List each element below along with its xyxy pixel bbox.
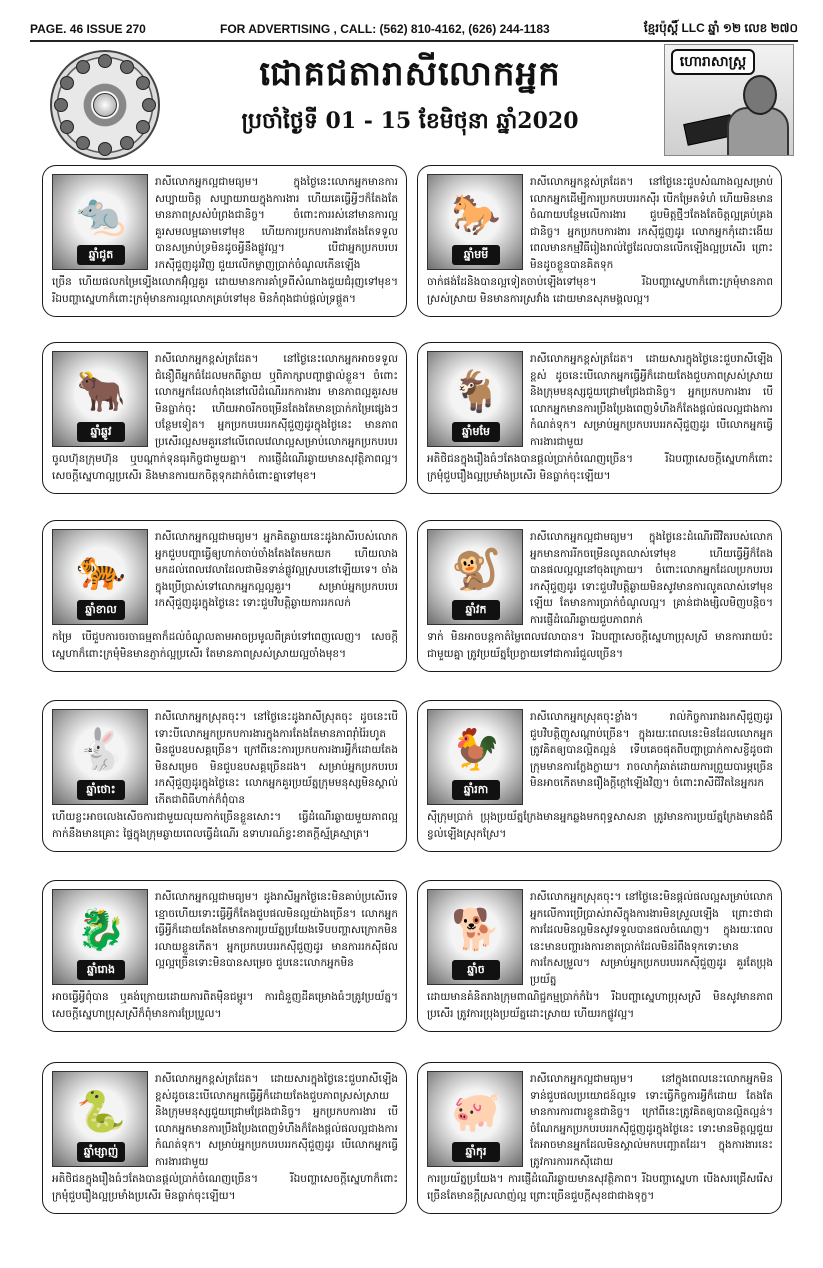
ox-icon: 🐂: [76, 369, 126, 415]
horoscope-text-continued: អាចធ្វើអ្វីពុំបាន ឬគង់ក្រោយដោយការពិតម៉ឺនជម្ពូរ។ ការជំនួញដីគម្រោងធំៗត្រូវប្រយ័ត្ន។ សេចក្តីស្នេហាប្រុសស្រីក៏ពុំមានការប្រែប្រួល។: [52, 991, 398, 1020]
zodiac-card-tiger: [42, 520, 407, 672]
advertising-contact: FOR ADVERTISING , CALL: (562) 810-4162, (626) 244-1183: [220, 22, 550, 36]
horoscope-text-continued: ចូលហ៊ុនក្រុមហ៊ុន ឬបណ្តាក់ទុនធុរកិច្ចជាមួយគ្នា។ ការផ្ញើដំណើរឆ្ងាយមានសុវត្ថិភាពល្អ។ សេចក្តីស្នេហាល្អប្រសើរ និងមានការយកចិត្តទុកដាក់ចំពោះគ្នាទៅមុខ។: [52, 453, 398, 482]
year-label: ឆ្នាំម្សាញ់: [77, 1142, 125, 1162]
horoscope-text: រាសីលោកអ្នកខ្ពស់ត្រដែត។ ដោយសារក្នុងថ្ងៃនេះជួបរាសីឡើងខ្ពស់ដូចនេះបើលោកអ្នកធ្វើអ្វីក៏ដោយតែងជួបភាពស្រស់ស្រាយ និងក្រុមមនុស្សជួយជ្រោមជ្រែងជានិច្ច។ អ្នកប្រកបការងារ បើលោកអ្នកមានការប្រឹងប្រែងពេញទំហឹងក៏តែងផ្តល់ផលល្អជាងការកំណត់ទុក។ សម្រាប់អ្នកប្រកបរបររកស៊ីជួញដូរ បើលោកអ្នកធ្វើការងារជាមួយ: [155, 1073, 398, 1168]
year-label: ឆ្នាំឆ្លូវ: [77, 422, 125, 442]
horoscope-text-continued: អតិថិជនក្នុងរឿងធំៗតែងបានផ្តល់ប្រាក់ចំណេញច្រើន។ រីឯបញ្ហាសេចក្តីស្នេហាក៏ពោះក្រមុំជួបរឿងល្អប្រមាំងប្រសើរ មិនធ្លាក់ចុះឡើយ។: [427, 453, 773, 482]
horoscope-text: រាសីលោកអ្នកល្អជាមធ្យម។ អ្នកគិតឆ្ងាយនេះដូងរាសីរបស់លោកអ្នកជួបបញ្ហាធ្វើឲ្យហាក់ចាប់ចាំងតែងតែមកយក ហើយលាងមកដល់ពេលវេលាដែលជាមិនទាន់ផ្លូវល្អស្របនៅឡើយទេ។ ចាំងក្នុងប្រើប្រាស់ទៅលោកអ្នកល្អល្អគួរ។ សម្រាប់អ្នកប្រកបរបររកស៊ីជួញដូរក្នុងថ្ងៃនេះ ទោះជួបវិបត្តិឆ្ងាយការរកលក់: [155, 531, 398, 609]
horoscope-text-continued: ការប្រយ័ត្នប្រយែង។ ការផ្ញើដំណើរឆ្ងាយមានសុវត្ថិភាព។ រីឯបញ្ហាស្នេហា បើងសរជ្រើសរើសច្រើនតែមានក្តីស្រលាញ់ល្អ ព្រោះច្រើនជួបក្តីសុខជាជាងទុក្ខ។: [427, 1173, 773, 1202]
horoscope-label: ហោរាសាស្ត្រ: [671, 49, 755, 75]
dog-icon: 🐕: [451, 907, 501, 953]
year-label: ឆ្នាំខាល: [77, 600, 125, 620]
horoscope-text-continued: កម្រៃ បើជួបការចរចាធម្មតាក៏ដល់ចំណូលតាមអាចប្រមូលពីគ្រប់ទៅពេញលេញ។ សេចក្តីស្នេហាក៏ពោះក្រមុំមិនមានភ្ញាក់ល្អប្រសើរ តែមានភាពស្រស់ស្រាយល្អចាំងមុខ។: [52, 631, 398, 660]
year-label: ឆ្នាំរកា: [452, 780, 500, 800]
zodiac-image: [52, 1071, 148, 1167]
zodiac-image: [427, 709, 523, 805]
zodiac-image: [427, 1071, 523, 1167]
goat-icon: 🐐: [451, 369, 501, 415]
horse-icon: 🐎: [451, 192, 501, 238]
zodiac-image: [52, 709, 148, 805]
monkey-icon: 🐒: [451, 547, 501, 593]
horoscope-text: រាសីលោកអ្នកខ្ពស់ត្រដែត។ ដោយសារក្នុងថ្ងៃនេះជួបរាសីឡើងខ្ពស់ ដូចនេះបើលោកអ្នកធ្វើអ្វីក៏ដោយតែងជួបភាពស្រស់ស្រាយ និងក្រុមមនុស្សជួយជ្រោមជ្រែងជានិច្ច។ អ្នកប្រកបការងារ បើលោកអ្នកមានការប្រឹងប្រែងពេញទំហឹងក៏តែងផ្តល់ផលល្អជាងការកំណត់ទុក។ សម្រាប់អ្នកប្រកបរបររកស៊ីជួញដូរ បើលោកអ្នកធ្វើការងារជាមួយ: [530, 353, 773, 448]
horoscope-text-continued: ហើយខ្លះអាចលេងសើចការជាមួយលុយកាក់ច្រើនខ្លួនសោះ។ ធ្វើដំណើរឆ្ងាយមួយភាពល្អកាក់នឹងមានគ្រោះ ផ្ទៃក្នុងក្រុមឆ្ងាយពេលធ្វើដំណើរ ឧទាហរណ៍ខ្វះខាតក្តីស្ម័គ្រស្មាត្រ។: [52, 811, 398, 840]
horoscope-text: រាសីលោកអ្នកល្អជាមធ្យម។ ដូងរាសីអ្នកថ្ងៃនេះមិនគាប់ប្រសើរទេ ខ្មោចហើយទោះធ្វើអ្វីក៏តែងជួបផលមិនល្អយ៉ាងច្រើន។ លោកអ្នកធ្វើអ្វីក៏ដោយតែងតែមានការប្រយ័ត្នប្រយែងទើបបញ្ហាសក្រោកមិនរលាយខ្លួនកើត។ អ្នកប្រកបរបររកស៊ីជួញដូរ មានការរកស៊ីផលល្អល្អច្រើនទោះមិនបានសម្រេច ជួបនេះលោកអ្នកមិន: [155, 891, 398, 969]
zodiac-card-goat: [417, 342, 782, 494]
zodiac-card-rooster: [417, 700, 782, 852]
horoscope-text-continued: ចាក់ផង់ដែនិងបានល្អទៀតចាប់ឡើងទៅមុខ។ រីឯបញ្ហាស្នេហាក៏ពោះក្រមុំមានភាពស្រស់ស្រាយ មិនមានការស្រវាំង ដោយមានសុភមង្គលល្អ។: [427, 276, 773, 305]
top-bar: [30, 18, 798, 40]
horoscope-text-continued: ស៊ីក្រុមប្រាក់ ប្រុងប្រយ័ត្នក្រែងមានអ្នកឆ្លងមកពុទ្ធសាសនា ត្រូវមានការប្រយ័ត្នក្រែងមានជំងឺខ្វល់ឡើងស្រុកស្រែ។: [427, 811, 773, 840]
zodiac-card-dragon: [42, 880, 407, 1032]
horoscope-text: រាសីលោកអ្នកស្រុតចុះ។ នៅថ្ងៃនេះដូងរាសីស្រុតចុះ ដូចនេះបើទោះបីលោកអ្នកប្រកបការងារក្នុងការតែងតែមានភាពរ៉ាំរ៉ៃរហូត មិនជួបឧបសគ្គច្រើន។ ក្រៅពីនេះការប្រកបការងារអ្វីក៏ដោយតែងមិនសម្រេច មិនជួបឧបសគ្គច្រើនដង។ សម្រាប់អ្នកប្រកបរបររកស៊ីជួញដូរក្នុងថ្ងៃនេះ លោកអ្នកគួរប្រយ័ត្នក្រុមមនុស្សមិនស្គាល់កើតជាពិធីហាក់ក៏ពុំបាន: [155, 711, 398, 806]
year-label: ឆ្នាំវក: [452, 600, 500, 620]
horoscope-text: រាសីលោកអ្នកខ្ពស់ត្រដែត។ នៅថ្ងៃនេះលោកអ្នកអាចទទួលជំនឿពីអ្នកធំដែលមកពីឆ្ងាយ ឬពិភាក្សាបញ្ហាផ្ទាល់ខ្លួន។ ចំពោះលោកអ្នកដែលកំពុងនៅលើដំណើររកការងារ មានភាពល្អគួរសមមិនធ្លាក់ចុះ ហើយអាចរីកចម្រើនតែងតែមានប្រាក់កម្រៃផ្សេងៗបន្ថែមទៀត។ អ្នកប្រកបរបររកស៊ីជួញដូរក្នុងថ្ងៃនេះ មានភាពប្រសើរល្អសមគួរនៅលើពេលវេលាល្អសម្រាប់លោកអ្នកប្រកបរបរ: [155, 353, 398, 448]
horoscope-text-continued: ដោយមានគំនិតរាងក្រុមពាណិជ្ជកម្មប្រាក់កំរៃ។ រីឯបញ្ហាស្នេហាប្រុសស្រី មិនសូវមានភាពប្រសើរ ត្រូវការប្រុងប្រយ័ត្នដោះស្រាយ ហើយរកផ្លូវល្អ។: [427, 991, 773, 1020]
horoscope-text: រាសីលោកអ្នកល្អជាមធ្យម។ ក្នុងថ្ងៃនេះលោកអ្នកមានការសប្បាយចិត្ត សប្បាយរាយក្នុងការងារ ហើយគេធ្វើអ្វីៗក៏តែងតែមានភាពស្រស់បំព្រងជានិច្ច។ ចំពោះការរស់នៅមានការល្អគួរសមលម្អឆោមទៅមុខ ហើយការប្រកបការងារតែងតែទទួលបានសម្រាប់ទ្រមិនដូចអ្វីនឹងផ្លូវល្អ។ បើជាអ្នកប្រកបរបររកស៊ីជួញដូរវិញ ជួយលើកម្លាញប្រាក់ចំណូលកើនឡើង: [155, 176, 398, 271]
tiger-icon: 🐅: [76, 547, 126, 593]
zodiac-image: [52, 889, 148, 985]
top-divider: [30, 40, 798, 42]
horoscope-text: រាសីលោកអ្នកស្រុតចុះ។ នៅថ្ងៃនេះមិនផ្តល់ផលល្អសម្រាប់លោកអ្នកលើការប្រើប្រាស់រាសីក្នុងការងារមិនស្រួលឡើង ព្រោះថាជាការដែលមិនល្អមិនសូវទទួលបានផលចំណេញ។ ក្នុងរយៈពេលនេះមានបញ្ហារងការខាតប្រាក់ដែលមិនរំពឹងទុកទោះមានការកែសម្រួល។ សម្រាប់អ្នកប្រកបរបររកស៊ីជួញដូរ គួរតែប្រុងប្រយ័ត្ន: [530, 891, 773, 986]
dragon-icon: 🐉: [76, 907, 126, 953]
zodiac-card-ox: [42, 342, 407, 494]
zodiac-image: [427, 529, 523, 625]
horoscope-text-continued: អតិថិជនក្នុងរឿងធំៗតែងបានផ្តល់ប្រាក់ចំណេញច្រើន។ រីឯបញ្ហាសេចក្តីស្នេហាក៏ពោះក្រមុំជួបរឿងល្អប្រមាំងប្រសើរ មិនធ្លាក់ចុះឡើយ។: [52, 1173, 398, 1202]
zodiac-image: [52, 174, 148, 270]
zodiac-card-pig: [417, 1062, 782, 1214]
zodiac-card-rabbit: [42, 700, 407, 852]
page-title: ជោគជតារាសីលោកអ្នក: [259, 54, 561, 94]
snake-icon: 🐍: [76, 1089, 126, 1135]
year-label: ឆ្នាំមមី: [452, 245, 500, 265]
page-issue-label: PAGE. 46 ISSUE 270: [30, 22, 146, 36]
horoscope-text-continued: ច្រើន ហើយផលកម្រៃទ្បើងលោកអ៊ុំល្អគួរ ដោយមានការគាំទ្រពីសំណាងជួយជំរុញទៅមុខ។ រីឯបញ្ហាស្នេហាក៏ពោះក្រមុំមានការល្អលោកគ្រប់ទៅមុខ មិនកំពុងជាប់ផ្តល់ទ្រផ្តួត។: [52, 276, 398, 305]
zodiac-card-rat: [42, 165, 407, 317]
rabbit-icon: 🐇: [76, 727, 126, 773]
zodiac-image: [427, 174, 523, 270]
horoscope-text: រាសីលោកអ្នកល្អជាមធ្យម។ ក្នុងថ្ងៃនេះដំណើរជីវិតរបស់លោកអ្នកមានការរីកចម្រើនលូតលាស់ទៅមុខ ហើយធ្វើអ្វីក៏តែងបានផលល្អល្អនៅចុងក្រោយ។ ចំពោះលោកអ្នកដែលប្រកបរបររកស៊ីជួញដូរ ទោះជួបវិបត្តិឆ្ងាយមិនសូវមានការលូតលាស់ទៅមុខឡើយ តែមានការប្រាក់ចំណូលល្អ។ គ្រាន់ជាងម្សិលមិញបន្តិច។ ការផ្ញើដំណើរឆ្ងាយជួបភាពរាក់: [530, 531, 773, 626]
date-range-subtitle: ប្រចាំថ្ងៃទី 01 - 15 ខែមិថុនា ឆ្នាំ2020: [241, 108, 579, 134]
zodiac-image: [427, 889, 523, 985]
zodiac-image: [52, 351, 148, 447]
year-label: ឆ្នាំកុរ: [452, 1142, 500, 1162]
year-label: ឆ្នាំច: [452, 960, 500, 980]
zodiac-card-horse: [417, 165, 782, 317]
horoscope-text: រាសីលោកអ្នកល្អជាមធ្យម។ នៅក្នុងពេលនេះលោកអ្នកមិនទាន់ជួបផលប្រយោជន៍ល្អទេ ទោះធ្វើកិច្ចការអ្វីក៏ដោយ តែងតែមានការការពារខ្លួនជានិច្ច។ ក្រៅពីនេះត្រូវគិតឲ្យបានល្អិតល្អន់។ ចំណែកអ្នកប្រកបរបររកស៊ីជួញដូរក្នុងថ្ងៃនេះ ទោះមានមិត្តល្អជួយ តែអាចមានអ្នកដែលមិនស្គាល់មកបញ្ឆោតដែរ។ ក្នុងការងារនេះត្រូវការការរកស៊ីដោយ: [530, 1073, 773, 1168]
rat-icon: 🐀: [76, 192, 126, 238]
zodiac-card-dog: [417, 880, 782, 1032]
year-label: ឆ្នាំថោះ: [77, 780, 125, 800]
pig-icon: 🐖: [451, 1089, 501, 1135]
year-label: ឆ្នាំជូត: [77, 245, 125, 265]
horoscope-text: រាសីលោកអ្នកស្រុតចុះខ្លាំង។ រាល់កិច្ចការរាងរកស៊ីជួញដូរ ជួបវិបត្តិញួសណ្តាប់ច្រើន។ ក្នុងរយៈពេលនេះមិនដែលលោកអ្នកត្រូវគិតឲ្យបានល្អិតល្អន់ ទើបគេចផុតពីបញ្ហាប្រាក់កាសខ្ចីដូចជាក្រុមមានការក្លែងក្លាយ។ រាចលាកុំឆាត់ដោយការព្រួយបារម្ភច្រើន មិនអាចកើតមានរឿងក្តីក្តៅឡើងវិញ។ ចំពោះរាសីជីវិតនៃអ្នករក: [530, 711, 773, 789]
zodiac-image: [52, 529, 148, 625]
page-header: [30, 44, 798, 156]
year-label: ឆ្នាំមមែ: [452, 422, 500, 442]
rooster-icon: 🐓: [451, 727, 501, 773]
zodiac-card-monkey: [417, 520, 782, 672]
masthead-label: ខ្មែរប៉ុស្ដិ៍ LLC ឆ្នាំ ១២ លេខ ២៧០: [643, 21, 798, 35]
zodiac-card-snake: [42, 1062, 407, 1214]
horoscope-text: រាសីលោកអ្នកខ្ពស់ត្រដែត។ នៅថ្ងៃនេះជួបសំណាងល្អសម្រាប់លោកអ្នកដើម្បីការប្រកបរបររកស៊ីរ បើកម្រែតទំហំ ហើយមិនមានចំណាយបន្ថែមលើការងារ ជួបមិត្តថ្មីៗតែងតែចិត្តល្អគ្រប់គ្រងជានិច្ច។ អ្នកប្រកបការងារ រកស៊ីជួញដូរ លោកអ្នកកុំដោះងើយពេលមានកម្មវិធីរៀងរាល់ថ្ងៃដែលបានលើកឡើងល្អប្រសើរ ព្រោះមិនដូចខ្លួនបានគិតទុក: [530, 176, 773, 271]
astrologer-illustration: [664, 44, 794, 156]
zodiac-wheel-icon: [50, 50, 160, 160]
sage-head-icon: [743, 75, 777, 115]
horoscope-text-continued: ទាក់ មិនអាចបន្តកាតំម្លៃពេលវេលាបាន។ រីឯបញ្ហាសេចក្តីស្នេហាប្រុសស្រី មានការរាយប៉ះជាមួយគ្នា ត្រូវប្រយ័ត្នប្រែក្លាយទៅជាការរំជួលច្រើន។: [427, 631, 773, 660]
zodiac-image: [427, 351, 523, 447]
year-label: ឆ្នាំរោង: [77, 960, 125, 980]
